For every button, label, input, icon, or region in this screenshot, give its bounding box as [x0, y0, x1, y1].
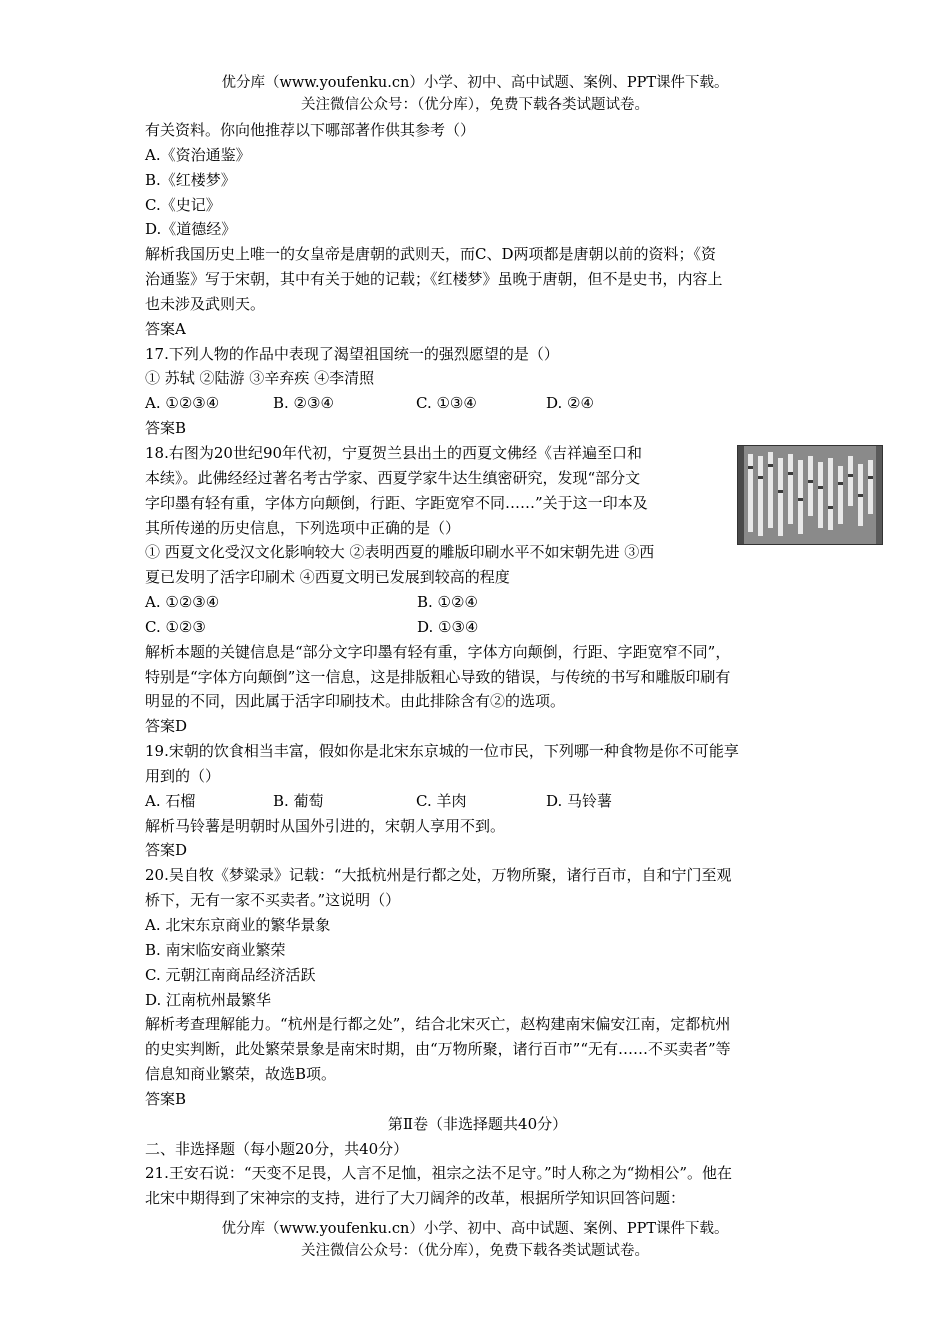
q17-items: ① 苏轼 ②陆游 ③辛弃疾 ④李清照 — [145, 369, 375, 388]
q19-option-a: A. 石榴 — [145, 791, 196, 810]
q18-analysis-line: 解析本题的关键信息是“部分文字印墨有轻有重，字体方向颠倒，行距、字距宽窄不同”， — [145, 642, 731, 661]
q20-analysis-line: 解析考查理解能力。“杭州是行都之处”，结合北宋灭亡，赵构建南宋偏安江南，定都杭州 — [145, 1015, 731, 1034]
q18-analysis-line: 明显的不同，因此属于活字印刷技术。由此排除含有②的选项。 — [145, 692, 566, 711]
q17-options — [145, 391, 810, 416]
q16-analysis-line: 解析我国历史上唯一的女皇帝是唐朝的武则天，而C、D两项都是唐朝以前的资料；《资 — [145, 245, 717, 264]
q16-option-c: C.《史记》 — [145, 195, 221, 214]
header-line-1: 优分库（www.youfenku.cn）小学、初中、高中试题、案例、PPT课件下载。 — [221, 75, 729, 91]
page-footer — [0, 1218, 950, 1262]
q17-option-a: A. ①②③④ — [145, 394, 220, 413]
q16-analysis-line: 治通鉴》写于宋朝，其中有关于她的记载；《红楼梦》虽晚于唐朝，但不是史书，内容上 — [145, 270, 723, 289]
q18-option-d: D. ①③④ — [417, 617, 479, 636]
q20-option-a: A. 北宋东京商业的繁华景象 — [145, 916, 331, 934]
q18-option-a: A. ①②③④ — [145, 593, 220, 612]
q16-option-b: B.《红楼梦》 — [145, 170, 236, 189]
footer-line-1: 优分库（www.youfenku.cn）小学、初中、高中试题、案例、PPT课件下载。 — [221, 1221, 729, 1237]
q18-stem-line: 18.右图为20世纪90年代初，宁夏贺兰县出土的西夏文佛经《吉祥遍至口和 — [145, 443, 643, 462]
q18-items-line: ① 西夏文化受汉文化影响较大 ②表明西夏的雕版印刷水平不如宋朝先进 ③西 — [145, 543, 655, 562]
q19-option-d: D. 马铃薯 — [546, 791, 613, 810]
q18-answer: 答案D — [145, 717, 188, 736]
q20-option-c: C. 元朝江南商品经济活跃 — [145, 965, 316, 984]
q20-analysis-line: 的史实判断，此处繁荣景象是南宋时期，由“万物所聚，诸行百市”“无有……不买卖者”等 — [145, 1040, 731, 1059]
buddhist-sutra-photo — [737, 445, 883, 545]
q18-stem-line: 本续》。此佛经经过著名考古学家、西夏学家牛达生缜密研究，发现“部分文 — [145, 468, 641, 487]
q16-stem: 有关资料。你向他推荐以下哪部著作供其参考（） — [145, 121, 476, 139]
q18-stem-line: 字印墨有轻有重，字体方向颠倒，行距、字距宽窄不同……”关于这一印本及 — [145, 493, 648, 512]
q17-answer: 答案B — [145, 419, 187, 438]
q20-stem-line: 桥下，无有一家不买卖者。”这说明（） — [145, 891, 401, 910]
q18-analysis-line: 特别是“字体方向颠倒”这一信息，这是排版粗心导致的错误，与传统的书写和雕版印刷有 — [145, 667, 731, 686]
q17-stem: 17.下列人物的作品中表现了渴望祖国统一的强烈愿望的是（） — [145, 344, 559, 363]
q20-option-b: B. 南宋临安商业繁荣 — [145, 940, 286, 959]
q19-answer: 答案D — [145, 841, 188, 860]
q20-stem-line: 20.吴自牧《梦粱录》记载：“大抵杭州是行都之处，万物所聚，诸行百市，自和宁门至观 — [145, 866, 732, 885]
footer-line-2: 关注微信公众号：（优分库），免费下载各类试题试卷。 — [301, 1243, 649, 1259]
q18-block — [145, 441, 810, 739]
q18-option-b: B. ①②④ — [417, 593, 478, 612]
q20-option-d: D. 江南杭州最繁华 — [145, 990, 272, 1009]
q19-analysis: 解析马铃薯是明朝时从国外引进的，宋朝人享用不到。 — [145, 816, 506, 835]
q17-option-c: C. ①③④ — [416, 394, 477, 413]
q19-options — [145, 789, 810, 814]
q19-stem-line: 用到的（） — [145, 766, 221, 785]
q19-option-c: C. 羊肉 — [416, 791, 467, 810]
q18-options-row-2 — [145, 615, 810, 640]
q18-options-row-1 — [145, 590, 810, 615]
q21-stem-line: 北宋中期得到了宋神宗的支持，进行了大刀阔斧的改革，根据所学知识回答问题： — [145, 1189, 686, 1208]
page-header — [0, 72, 950, 116]
q20-answer: 答案B — [145, 1089, 187, 1108]
q18-stem-line: 其所传递的历史信息，下列选项中正确的是（） — [145, 518, 461, 537]
q17-option-d: D. ②④ — [546, 394, 594, 413]
document-body — [145, 118, 810, 1211]
q18-stem — [145, 441, 725, 540]
q19-option-b: B. 葡萄 — [273, 791, 324, 810]
q16-answer: 答案A — [145, 319, 186, 338]
q18-option-c: C. ①②③ — [145, 617, 206, 636]
q18-items-line: 夏已发明了活字印刷术 ④西夏文明已发展到较高的程度 — [145, 568, 510, 587]
section-2-title: 第Ⅱ卷（非选择题共40分） — [387, 1114, 568, 1133]
q20-analysis-line: 信息知商业繁荣，故选B项。 — [145, 1065, 337, 1084]
section-2-heading: 二、非选择题（每小题20分，共40分） — [145, 1139, 409, 1158]
q16-analysis-line: 也未涉及武则天。 — [145, 294, 266, 313]
q19-stem-line: 19.宋朝的饮食相当丰富，假如你是北宋东京城的一位市民，下列哪一种食物是你不可能享 — [145, 742, 739, 761]
q16-option-a: A.《资治通鉴》 — [145, 145, 251, 164]
q17-option-b: B. ②③④ — [273, 394, 334, 413]
q16-option-d: D.《道德经》 — [145, 220, 237, 239]
q21-stem-line: 21.王安石说：“天变不足畏，人言不足恤，祖宗之法不足守。”时人称之为“拗相公”。他在 — [145, 1164, 733, 1183]
header-line-2: 关注微信公众号：（优分库），免费下载各类试题试卷。 — [301, 97, 649, 113]
